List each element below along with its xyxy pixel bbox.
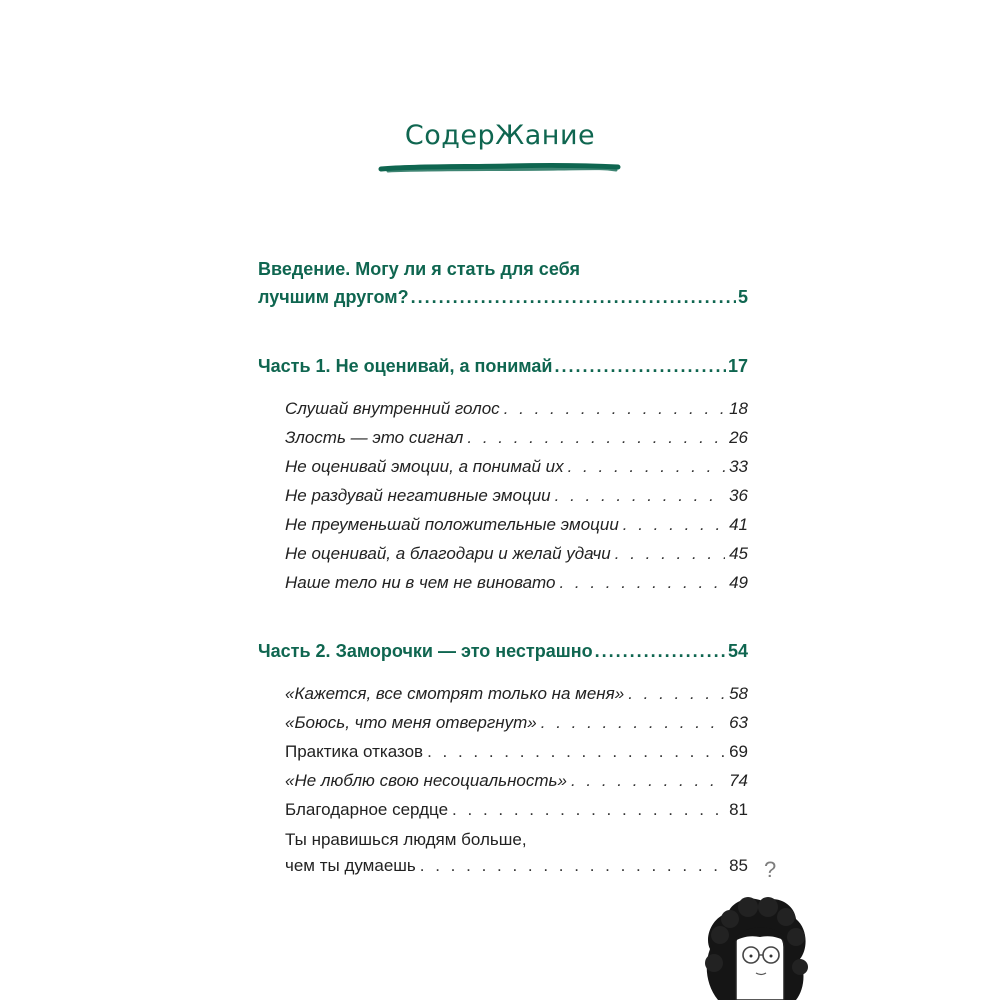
toc-item[interactable] xyxy=(285,568,748,597)
part-1-items xyxy=(258,394,748,597)
page-number: 45 xyxy=(729,544,748,563)
toc-intro-line2: лучшим другом? xyxy=(258,287,409,307)
leader-dots xyxy=(615,539,725,568)
toc-part-2[interactable] xyxy=(258,633,748,669)
item-title: Наше тело ни в чем не виновато xyxy=(285,573,556,592)
title-brush-underline xyxy=(378,160,622,176)
leader-dots xyxy=(467,423,725,452)
toc-item[interactable] xyxy=(285,394,748,423)
leader-dots xyxy=(595,633,726,669)
leader-dots xyxy=(568,452,725,481)
page-number: 17 xyxy=(727,356,748,376)
table-of-contents xyxy=(258,256,748,880)
part-2-items xyxy=(258,679,748,880)
page-number: 41 xyxy=(729,515,748,534)
toc-intro-entry[interactable] xyxy=(258,282,748,312)
page-number: 18 xyxy=(729,399,748,418)
item-title: Слушай внутренний голос xyxy=(285,399,500,418)
item-title: «Боюсь, что меня отвергнут» xyxy=(285,713,537,732)
toc-item[interactable] xyxy=(285,766,748,795)
leader-dots xyxy=(504,394,725,423)
item-title: Злость — это сигнал xyxy=(285,428,464,447)
leader-dots xyxy=(452,795,725,824)
leader-dots xyxy=(411,282,736,312)
question-mark: ? xyxy=(764,857,777,882)
toc-part-1[interactable] xyxy=(258,348,748,384)
part-title: Часть 2. Заморочки — это нестрашно xyxy=(258,641,593,661)
item-title: Благодарное сердце xyxy=(285,800,449,819)
toc-intro-line1[interactable]: Введение. Могу ли я стать для себя xyxy=(258,259,580,279)
toc-item[interactable] xyxy=(285,708,748,737)
page-number: 5 xyxy=(737,287,748,307)
toc-item[interactable] xyxy=(285,481,748,510)
toc-item[interactable] xyxy=(285,423,748,452)
item-title: «Не люблю свою несоциальность» xyxy=(285,771,567,790)
toc-item[interactable] xyxy=(285,737,748,766)
part-title: Часть 1. Не оценивай, а понимай xyxy=(258,356,553,376)
page-number: 69 xyxy=(729,742,748,761)
item-title: Не оценивай эмоции, а понимай их xyxy=(285,457,564,476)
toc-item[interactable] xyxy=(285,452,748,481)
item-title: «Кажется, все смотрят только на меня» xyxy=(285,684,625,703)
page-number: 81 xyxy=(729,800,748,819)
page-number: 26 xyxy=(729,428,748,447)
toc-item-wrapped-line1[interactable]: Ты нравишься людям больше, xyxy=(285,830,527,849)
toc-item[interactable] xyxy=(285,795,748,824)
leader-dots xyxy=(427,737,725,766)
page-number: 63 xyxy=(729,713,748,732)
toc-item[interactable] xyxy=(285,539,748,568)
toc-item[interactable] xyxy=(285,852,748,880)
leader-dots xyxy=(555,481,725,510)
item-title: Не оценивай, а благодари и желай удачи xyxy=(285,544,611,563)
page-number: 58 xyxy=(729,684,748,703)
leader-dots xyxy=(628,679,725,708)
girl-illustration xyxy=(700,845,810,1000)
page-number: 54 xyxy=(727,641,748,661)
leader-dots xyxy=(541,708,725,737)
page-title: СодерЖание xyxy=(404,120,596,151)
page-number: 85 xyxy=(729,856,748,875)
toc-item[interactable] xyxy=(285,679,748,708)
leader-dots xyxy=(623,510,725,539)
item-title: Практика отказов xyxy=(285,742,424,761)
item-title: Не преуменьшай положительные эмоции xyxy=(285,515,619,534)
toc-item[interactable] xyxy=(285,510,748,539)
page-number: 33 xyxy=(729,457,748,476)
item-title: чем ты думаешь xyxy=(285,856,416,875)
page-number: 49 xyxy=(729,573,748,592)
leader-dots xyxy=(420,852,725,880)
page-number: 74 xyxy=(729,771,748,790)
item-title: Не раздувай негативные эмоции xyxy=(285,486,551,505)
leader-dots xyxy=(554,348,726,384)
page-number: 36 xyxy=(729,486,748,505)
leader-dots xyxy=(571,766,725,795)
leader-dots xyxy=(559,568,725,597)
